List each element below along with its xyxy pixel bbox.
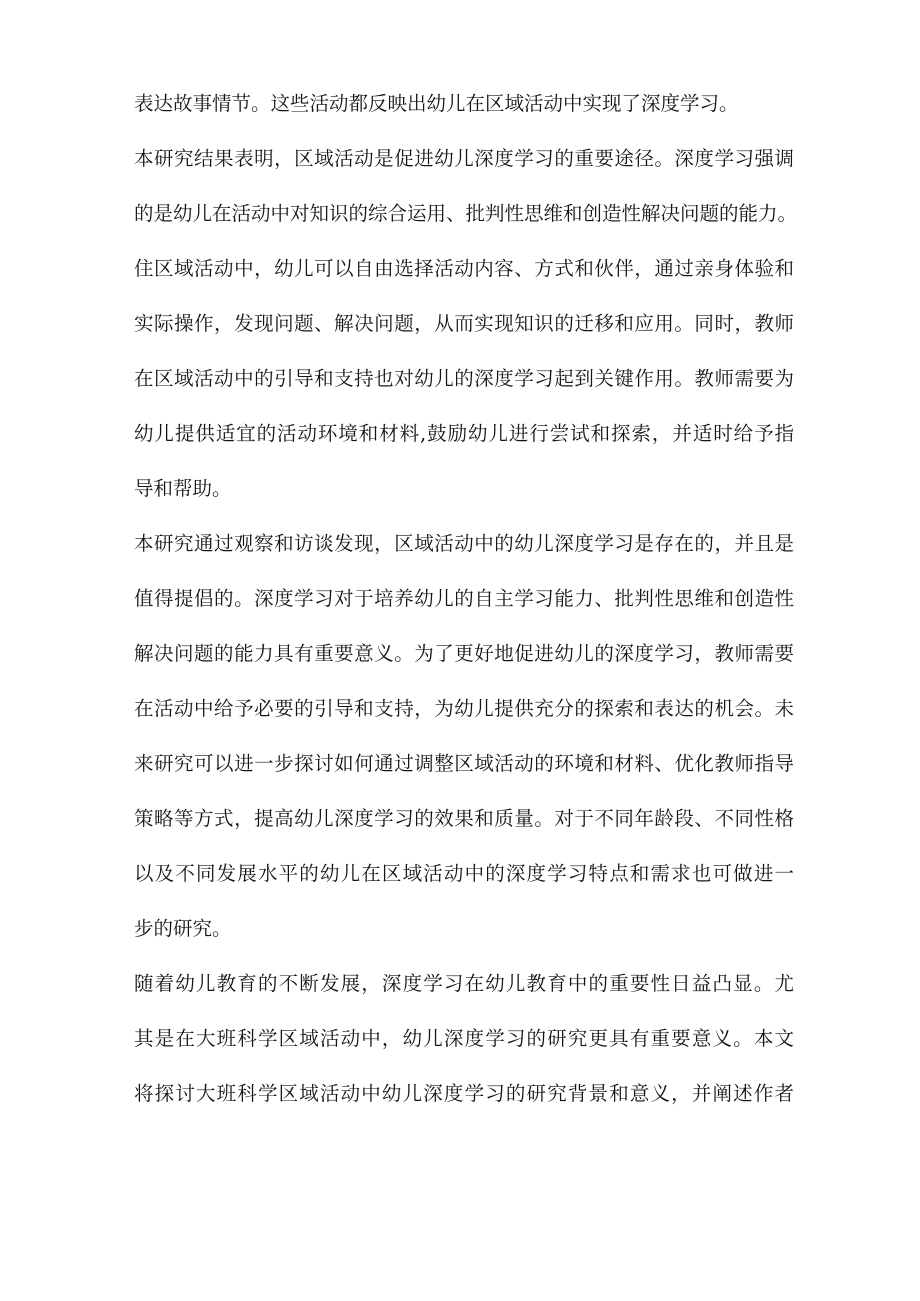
body-text: [134, 84, 798, 1129]
text-line: 以及不同发展水平的幼儿在区域活动中的深度学习特点和需求也可做进一: [134, 862, 794, 885]
text-line: 解决问题的能力具有重要意义。为了更好地促进幼儿的深度学习，教师需要: [134, 642, 794, 665]
text-line: 导和帮助。: [134, 477, 232, 500]
text-line: 在活动中给予必要的引导和支持，为幼儿提供充分的探索和表达的机会。未: [134, 697, 794, 720]
text-line: 随着幼儿教育的不断发展，深度学习在幼儿教育中的重要性日益凸显。尤: [134, 972, 794, 995]
text-line: 在区域活动中的引导和支持也对幼儿的深度学习起到关键作用。教师需要为: [134, 367, 794, 390]
text-line: 将探讨大班科学区域活动中幼儿深度学习的研究背景和意义，并阐述作者: [134, 1082, 794, 1105]
text-line: 的是幼儿在活动中对知识的综合运用、批判性思维和创造性解决问题的能力。: [134, 202, 798, 225]
text-line: 策略等方式，提高幼儿深度学习的效果和质量。对于不同年龄段、不同性格: [134, 807, 794, 830]
text-line: 值得提倡的。深度学习对于培养幼儿的自主学习能力、批判性思维和创造性: [134, 587, 794, 610]
text-line: 幼儿提供适宜的活动环境和材料,鼓励幼儿进行尝试和探索，并适时给予指: [134, 422, 794, 445]
text-line: 实际操作，发现问题、解决问题，从而实现知识的迁移和应用。同时，教师: [134, 312, 794, 335]
text-line: 其是在大班科学区域活动中，幼儿深度学习的研究更具有重要意义。本文: [134, 1027, 794, 1050]
text-line: 来研究可以进一步探讨如何通过调整区域活动的环境和材料、优化教师指导: [134, 752, 794, 775]
text-line: 表达故事情节。这些活动都反映出幼儿在区域活动中实现了深度学习。: [134, 92, 739, 115]
text-line: 步的研究。: [134, 917, 232, 940]
text-line: 本研究通过观察和访谈发现，区域活动中的幼儿深度学习是存在的，并且是: [134, 532, 794, 555]
text-line: 住区域活动中，幼儿可以自由选择活动内容、方式和伙伴，通过亲身体验和: [134, 257, 794, 280]
text-line: 本研究结果表明，区域活动是促进幼儿深度学习的重要途径。深度学习强调: [134, 147, 794, 170]
